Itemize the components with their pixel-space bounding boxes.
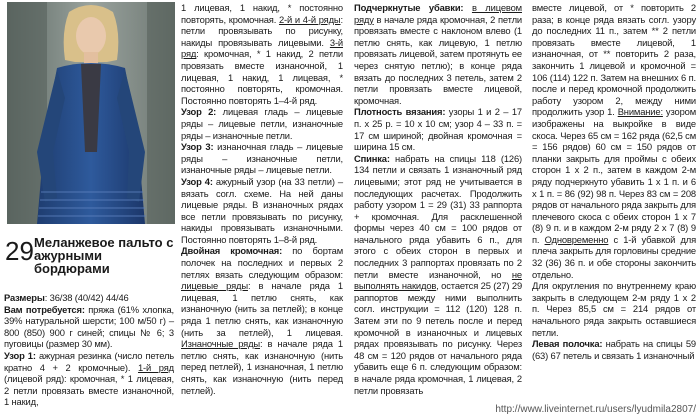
back-rows-label: Изнаночные ряды bbox=[181, 338, 260, 350]
back-cont-mid: узором изображены на выкройке в виде скоса. Через 65 см = 162 ряда (62,5 см = 156 рядов) 60 см = 150 рядов от планки закрыть для проймы с обеих сторон 1 x 2 п., затем в каждом 2-м ряду подчеркнуто убавить 1 x 1 п. и 6 x 1 п. = 86 (92) 98 п. Через 83 см = 208 рядов от начального ряда закрыть для плечевого скоса с обеих сторон 1 x 7 (8) 9 п. и в каждом 2-м ряду 2 x 7 (8) 9 п. bbox=[532, 106, 696, 245]
left-front-label: Левая полочка: bbox=[532, 338, 603, 350]
attention-label: Внимание: bbox=[617, 106, 663, 118]
decreases-label: Подчеркнутые убавки: bbox=[354, 2, 464, 13]
back-cont-end: с 1-й убавкой для плеча закрыть для горловины средние 32 (36) 36 п. и обе стороны закончить отдельно. bbox=[532, 233, 697, 280]
pattern-1-paragraph bbox=[4, 350, 174, 408]
pattern-1-label: Узор 1: bbox=[4, 349, 36, 361]
pattern-1-cont-text: 1 лицевая, 1 накид, * постоянно повторять, кромочная. bbox=[181, 2, 343, 25]
gauge-text: узоры 1 и 2 – 17 п. x 25 р. = 10 x 10 см; узор 4 – 33 п. = 17 см шириной; двойная кромочная = ширина 15 см. bbox=[354, 106, 522, 153]
materials-text bbox=[4, 292, 174, 408]
double-edge-mid: : в начале ряда 1 лицевая, 1 петлю снять, как изнаночную (нить за петлей); в конце ряда 1 петлю снять, как изнаночную (нить за петлей), 1 лицевая. bbox=[181, 280, 343, 338]
back-cont-paragraph bbox=[532, 2, 696, 280]
double-edge-end: : в начале ряда 1 петлю снять, как изнаночную (нить перед петлей), 1 изнаночная, 1 петлю снять, как изнаночную (нить перед петлей). bbox=[181, 338, 343, 396]
article-number: 29 bbox=[5, 236, 34, 266]
decreases-paragraph bbox=[354, 2, 522, 106]
row-1-label: 1-й ряд bbox=[137, 361, 174, 373]
column-2 bbox=[181, 2, 343, 396]
materials-value: пряжа (61% хлопка, 39% натуральной шерсти; 100 м/50 г) – 800 (850) 900 г синей; спицы № 6; 3 пуговицы (размер 30 мм). bbox=[4, 303, 175, 350]
pattern-4-label: Узор 4: bbox=[181, 175, 213, 187]
pattern-1-cont-end: : кромочная, * 1 накид, 2 петли провязать вместе изнаночной, 1 лицевая, 1 накид, 1 лицевая, * постоянно повторять, кромочная. Постоянно повторять 1–4-й ряд. bbox=[181, 48, 343, 106]
decreases-text: в начале ряда кромочная, 2 петли провязать вместе с наклоном влево (1 петлю снять, как лицевую, 1 петлю провязать лицевой, затем протянуть ее через снятую петлю); в конце ряда вязать до последних 3 петель, затем 2 петли провязать вместе лицевой, кромочная. bbox=[354, 13, 522, 106]
pattern-1-text: ажурная резинка (число петель кратно 4 + 2 кромочные). bbox=[4, 349, 175, 373]
simultaneously-label: Одновременно bbox=[544, 233, 609, 245]
front-row-label: в лицевом ряду bbox=[354, 2, 522, 25]
source-url[interactable]: http://www.liveinternet.ru/users/lyudmila2807/ bbox=[495, 404, 696, 415]
back-paragraph bbox=[354, 153, 522, 396]
left-front-paragraph bbox=[532, 338, 696, 361]
pattern-1-text-end: (лицевой ряд): кромочная, * 1 лицевая, 2 петли провязать вместе изнаночной, 1 накид, bbox=[4, 373, 174, 408]
pattern-2-text: лицевая гладь – лицевые ряды – лицевые петли, изнаночные ряды – изнаночные петли. bbox=[181, 106, 343, 141]
double-edge-label: Двойная кромочная: bbox=[181, 245, 283, 257]
pattern-3-paragraph bbox=[181, 141, 343, 176]
rows-2-4-label: 2-й и 4-й ряды bbox=[278, 13, 341, 25]
back-text: набрать на спицы 118 (126) 134 петли и связать 1 изнаночный ряд лицевыми; этот ряд не учитывается в последующих расчетах. Продолжить работу узором 1 = 29 (31) 33 раппорта + кромочная. Для расклешенной формы через 40 см = 100 рядов от начального ряда убавить 6 п., для этого с обеих сторон в первых и последних 3 раппортах провязать по 2 петли вместе изнаночной, но bbox=[354, 152, 522, 280]
double-edge-text: по бортам полочек на последних и первых 2 петлях вязать следующим образом: bbox=[181, 245, 343, 280]
sizes-paragraph bbox=[4, 292, 174, 304]
gauge-label: Плотность вязания: bbox=[354, 106, 446, 118]
article-title: Меланжевое пальто с ажурными бордюрами bbox=[34, 235, 174, 276]
pattern-2-paragraph bbox=[181, 106, 343, 141]
gauge-paragraph bbox=[354, 106, 522, 152]
pattern-3-text: изнаночная гладь – лицевые ряды – изнаночные петли, изнаночные ряды – лицевые петли. bbox=[181, 141, 343, 176]
left-front-text: набрать на спицы 59 (63) 67 петель и связать 1 изнаночный bbox=[532, 338, 696, 361]
column-3 bbox=[354, 2, 522, 396]
row-3-label: 3-й ряд bbox=[181, 36, 343, 60]
pattern-3-label: Узор 3: bbox=[181, 141, 214, 153]
pattern-1-cont-mid: : петли провязывать по рисунку, накиды провязывать лицевыми. bbox=[181, 13, 343, 48]
no-yarnovers-label: не выполнять накидов bbox=[354, 268, 522, 292]
double-edge-paragraph bbox=[181, 245, 343, 396]
coat-photo bbox=[7, 2, 175, 224]
pattern-1-cont bbox=[181, 2, 343, 106]
model-illustration bbox=[7, 2, 175, 224]
sizes-value: : 36/38 (40/42) 44/46 bbox=[44, 292, 129, 303]
back-label: Спинка: bbox=[354, 152, 390, 164]
rounding-text: Для округления по внутреннему краю закрыть в следующем 2-м ряду 1 x 2 п. Через 85,5 см = 214 рядов от начального ряда закрыть оставшиеся петли. bbox=[532, 280, 696, 338]
materials-paragraph bbox=[4, 304, 174, 350]
front-rows-label: лицевые ряды bbox=[181, 280, 248, 292]
rounding-paragraph bbox=[532, 280, 696, 338]
pattern-4-text: ажурный узор (на 33 петли) – вязать согл. схеме. На ней даны лицевые ряды. В изнаночных рядах все петли провязывать по рисунку, накиды провязывать изнаночными. Постоянно повторять 1–8-й ряд. bbox=[181, 175, 343, 245]
materials-label: Вам потребуется: bbox=[4, 303, 85, 315]
pattern-2-label: Узор 2: bbox=[181, 106, 217, 118]
sizes-label: Размеры bbox=[4, 292, 45, 303]
back-cont-text: вместе лицевой, от * повторить 2 раза; в конце ряда вязать согл. узору до последних 11 п., затем ** 2 петли провязать вместе лицевой, 1 изнаночная, от ** повторить 2 раза, закончить 1 лицевой и кромочной = 106 (114) 122 п. Затем на внешних 6 п. после и перед кромочной продолжить работу узором 2, между ними продолжить узор 1. bbox=[532, 2, 696, 118]
back-text-end: , остается 25 (27) 29 раппортов между ними выполнить согл. инструкции = 112 (120) 128 п. Затем эти по 9 петель после и перед кромочной в изнаночных и лицевых рядах провязывать по рисунку. Через 48 см = 120 рядов от начального ряда убавить еще 6 п. следующим образом: в начале ряда кромочная, 1 лицевая, 2 петли провязать bbox=[354, 280, 523, 396]
column-4 bbox=[532, 2, 696, 361]
pattern-4-paragraph bbox=[181, 176, 343, 246]
